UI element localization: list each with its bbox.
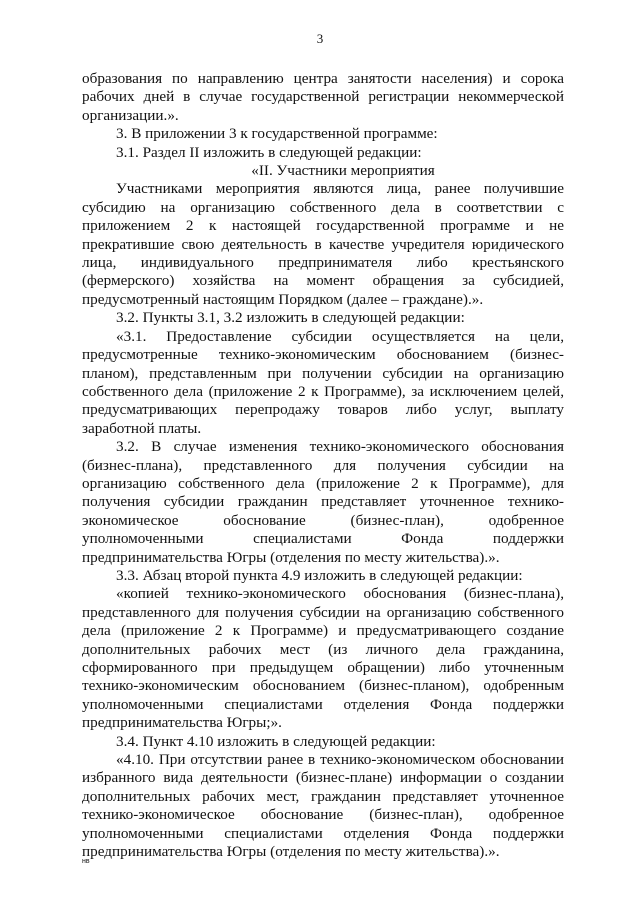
paragraph-participants: Участниками мероприятия являются лица, ранее получившие субсидию на организацию собственного дела в соответствии с приложением 2 к настоящей государственной программе и не прекратившие свою деятельность в качестве учредителя юридического лица, индивидуального предпринимателя либо крестьянского (фермерского) хозяйства на момент обращения за субсидией, предусмотренный настоящим Порядком (далее – граждане).». bbox=[82, 180, 564, 308]
paragraph-clause-3-1: «3.1. Предоставление субсидии осуществляется на цели, предусмотренные технико-экономическим обоснованием (бизнес-планом), представленным при получении субсидии на организацию собственного дела (приложение 2 к Программе), за исключением целей, предусматривающих перепродажу товаров либо услуг, выплату заработной платы. bbox=[82, 327, 564, 437]
paragraph-clause-4-9: «копией технико-экономического обоснования (бизнес-плана), представленного для получения субсидии на организацию собственного дела (приложение 2 к Программе) и предусматривающего создание дополнительных рабочих мест (из личного дела гражданина, сформированного при предыдущем обращении) либо уточненным технико-экономическим обоснованием (бизнес-планом), одобренным уполномоченными специалистами отделения Фонда поддержки предпринимательства Югры;». bbox=[82, 585, 564, 732]
paragraph-item-3-2: 3.2. Пункты 3.1, 3.2 изложить в следующей редакции: bbox=[116, 309, 465, 327]
paragraph-intro-continuation: образования по направлению центра занятости населения) и сорока рабочих дней в случае государственной регистрации некоммерческой организации.». bbox=[82, 70, 564, 124]
paragraph-item-3-3: 3.3. Абзац второй пункта 4.9 изложить в следующей редакции: bbox=[116, 566, 523, 584]
footer-initials: нв bbox=[82, 858, 90, 865]
paragraph-item-3: 3. В приложении 3 к государственной программе: bbox=[116, 125, 438, 143]
page-number: 3 bbox=[316, 31, 324, 46]
paragraph-clause-3-2: 3.2. В случае изменения технико-экономического обоснования (бизнес-плана), представленного для получения субсидии на организацию собственного дела (приложение 2 к Программе), для получения субсидии гражданин представляет уточненное технико-экономическое обоснование (бизнес-план), одобренное уполномоченными специалистами Фонда поддержки предпринимательства Югры (отделения по месту жительства).». bbox=[82, 438, 564, 566]
paragraph-clause-4-10: «4.10. При отсутствии ранее в технико-экономическом обосновании избранного вида деятельности (бизнес-плане) информации о создании дополнительных рабочих мест, гражданин представляет уточненное технико-экономическое обоснование (бизнес-план), одобренное уполномоченными специалистами отделения Фонда поддержки предпринимательства Югры (отделения по месту жительства).». bbox=[82, 751, 564, 861]
paragraph-item-3-4: 3.4. Пункт 4.10 изложить в следующей редакции: bbox=[116, 732, 436, 750]
document-body bbox=[82, 70, 564, 861]
section-heading-participants: «II. Участники мероприятия bbox=[251, 162, 435, 180]
paragraph-item-3-1: 3.1. Раздел II изложить в следующей редакции: bbox=[116, 143, 422, 161]
